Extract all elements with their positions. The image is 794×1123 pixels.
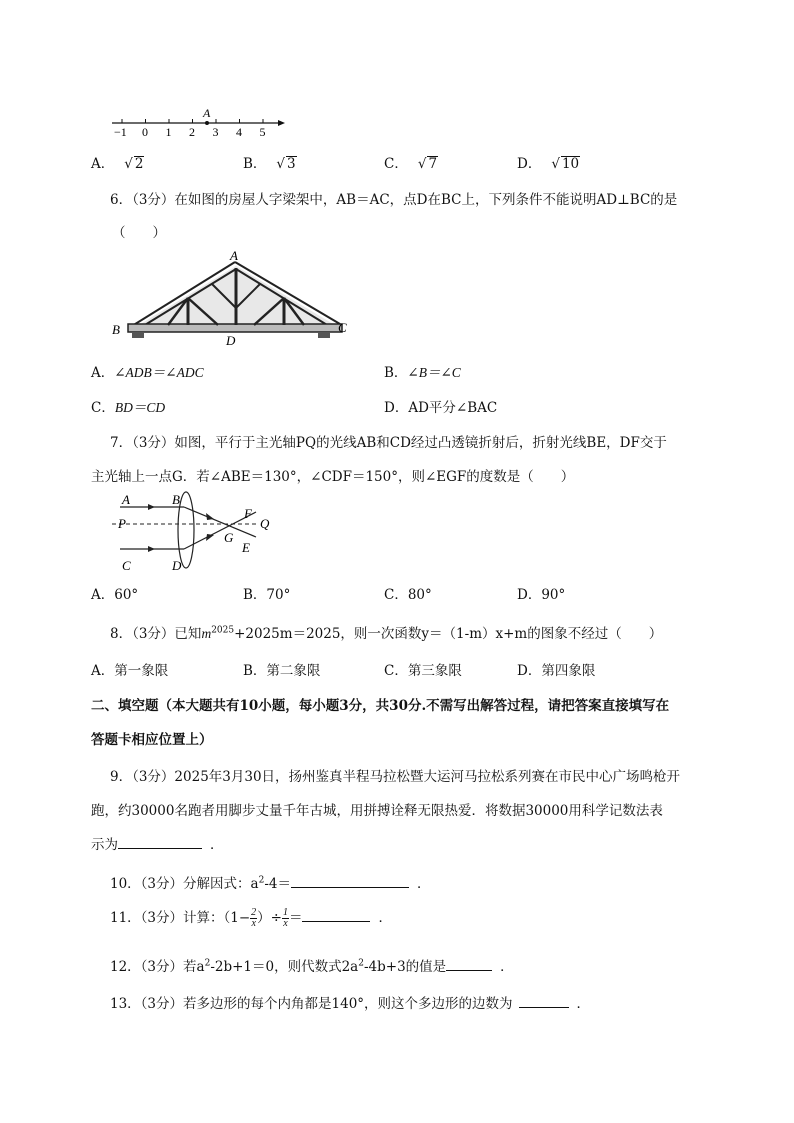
q7-option-a[interactable]: A．60° (91, 587, 139, 603)
section2-heading-line2: 答题卡相应位置上） (91, 732, 213, 748)
q6-option-a[interactable]: A．∠ADB＝∠ADC (91, 365, 204, 381)
q9-stem-line1: 9．（3分）2025年3月30日，扬州鉴真半程马拉松暨大运河马拉松系列赛在市民中心广场鸣枪开 (110, 769, 681, 785)
section2-heading-line1: 二、填空题（本大题共有10小题，每小题3分，共30分.不需写出解答过程，请把答案直接填写在 (91, 698, 670, 714)
q10-answer-blank[interactable] (291, 875, 409, 888)
q11-stem: 11．（3分）计算：（1− $\frac{2}{x}$ ）÷ $\frac{1}{x}$ ＝ ． (110, 907, 392, 929)
truss-label-d: D (226, 333, 236, 348)
roof-truss-figure (108, 248, 358, 348)
lens-label-e: E (242, 540, 250, 555)
q11-answer-blank[interactable] (302, 909, 370, 922)
q11-fraction-1-over-x: $\frac{1}{x}$ (282, 907, 288, 929)
q7-stem-line1: 7．（3分）如图，平行于主光轴PQ的光线AB和CD经过凸透镜折射后，折射光线BE，DF交于 (110, 435, 667, 451)
q6-option-d[interactable]: D．AD平分∠BAC (384, 400, 498, 416)
lens-label-d: D (172, 558, 182, 573)
truss-label-a: A (230, 248, 238, 263)
q12-stem: 12．（3分）若$a^2-2b+1=0$，则代数式$2a^2-4b+3$的值是 ． (110, 958, 514, 975)
q5-option-a-radicand: 2 (134, 156, 144, 172)
number-line-tick-label: 4 (236, 125, 242, 138)
q6-stem-line2: （ ） (112, 225, 166, 241)
q5-option-b[interactable]: B． √ 3 (243, 156, 296, 172)
q13-answer-blank[interactable] (519, 995, 569, 1008)
lens-label-a: A (122, 492, 130, 507)
q7-stem-line2: 主光轴上一点G．若∠ABE＝130°，∠CDF＝150°，则∠EGF的度数是（ ） (91, 469, 575, 485)
number-line-tick-label: 5 (259, 125, 266, 138)
q5-option-c-radicand: 7 (428, 156, 438, 172)
truss-label-b: B (112, 322, 120, 337)
lens-label-p: P (118, 516, 126, 531)
number-line-tick-label: 3 (212, 125, 219, 138)
lens-figure (108, 490, 278, 574)
number-line-ticks (114, 119, 266, 138)
q8-stem: 8．（3分）已知$m^{2025}+2025m=2025$，则一次函数y＝（1-m）x+m的图象不经过（ ） (110, 625, 663, 642)
q9-stem-line2: 跑，约30000名跑者用脚步丈量千年古城，用拼搏诠释无限热爱．将数据30000用科学记数法表 (91, 803, 663, 819)
number-line-tick-label: 0 (142, 125, 148, 138)
number-line-point-a (205, 121, 209, 125)
q10-stem: 10．（3分）分解因式：$a^2-4=$ ． (110, 875, 431, 892)
number-line-tick-label: −1 (114, 125, 127, 138)
number-line-arrow (278, 120, 285, 126)
q7-option-d[interactable]: D．90° (517, 587, 566, 603)
q6-stem-line1: 6．（3分）在如图的房屋人字梁架中，AB＝AC，点D在BC上，下列条件不能说明AD⊥BC的是 (110, 192, 678, 208)
q6-option-c[interactable]: C．BD＝CD (91, 400, 166, 416)
lens-label-c: C (122, 558, 131, 573)
q5-option-d[interactable]: D． √ 10 (517, 156, 580, 172)
number-line-figure (108, 106, 288, 138)
number-line-tick-label: 1 (165, 125, 172, 138)
q5-option-b-radicand: 3 (287, 156, 296, 172)
q9-stem-line3: 示为 ． (91, 837, 224, 853)
number-line-tick-label: 2 (189, 125, 195, 138)
q8-option-a[interactable]: A．第一象限 (91, 663, 169, 679)
lens-label-f: F (244, 506, 252, 521)
q5-option-d-radicand: 10 (561, 156, 580, 172)
convex-lens (178, 492, 194, 568)
q9-answer-blank[interactable] (118, 836, 202, 849)
q12-answer-blank[interactable] (446, 958, 492, 971)
truss-label-c: C (338, 320, 347, 335)
q11-fraction-2-over-x: $\frac{2}{x}$ (251, 907, 257, 929)
lens-label-b: B (172, 492, 180, 507)
q7-option-b[interactable]: B．70° (243, 587, 291, 603)
lens-label-q: Q (260, 516, 270, 531)
q8-option-d[interactable]: D．第四象限 (517, 663, 596, 679)
q13-stem: 13．（3分）若多边形的每个内角都是140°，则这个多边形的边数为 ． (110, 996, 591, 1012)
q5-option-a[interactable]: A． √ 2 (91, 156, 144, 172)
q5-option-c[interactable]: C． √ 7 (384, 156, 438, 172)
q6-option-b[interactable]: B．∠B＝∠C (384, 365, 461, 381)
q7-option-c[interactable]: C．80° (384, 587, 432, 603)
number-line-point-label: A (203, 106, 211, 120)
q8-option-b[interactable]: B．第二象限 (243, 663, 321, 679)
lens-label-g: G (224, 530, 234, 545)
q8-option-c[interactable]: C．第三象限 (384, 663, 462, 679)
